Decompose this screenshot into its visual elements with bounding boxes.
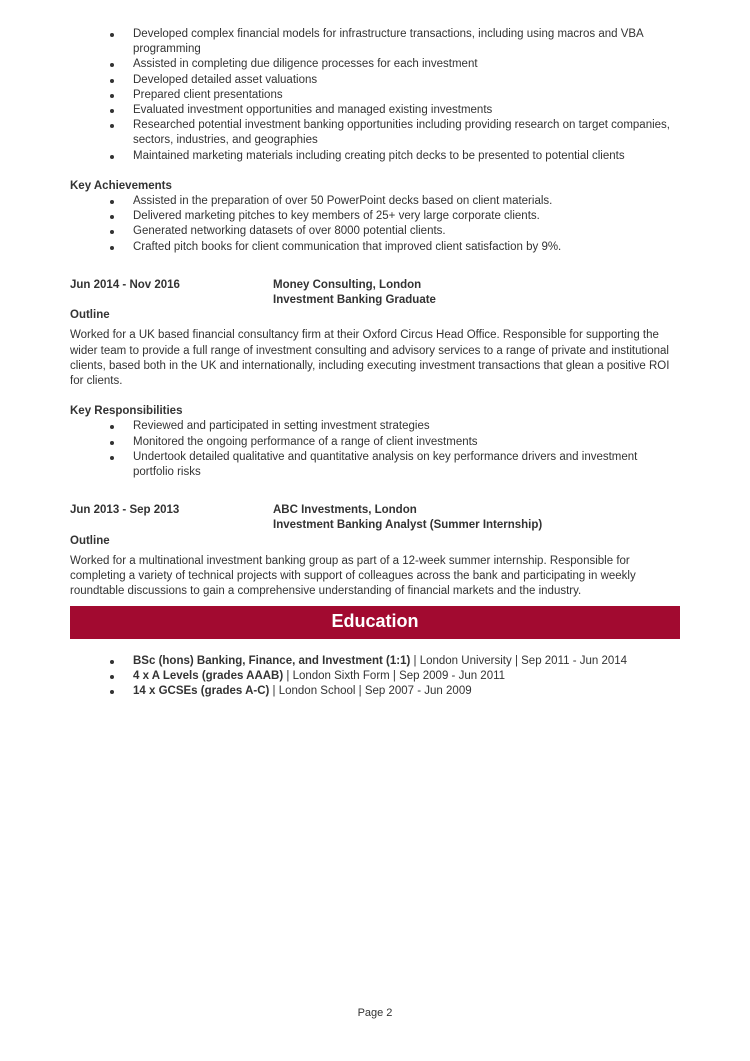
job1-title: Investment Banking Graduate (273, 294, 436, 307)
degree: 14 x GCSEs (grades A-C) (133, 684, 270, 697)
list-item: Prepared client presentations (133, 88, 680, 103)
page-number: Page 2 (357, 1007, 393, 1019)
list-item: Assisted in the preparation of over 50 PowerPoint decks based on client materials. (133, 194, 680, 209)
list-item: Developed detailed asset valuations (133, 73, 680, 88)
list-item: Generated networking datasets of over 8000 potential clients. (133, 224, 680, 239)
list-item: Crafted pitch books for client communication that improved client satisfaction by 9%. (133, 240, 680, 255)
list-item: Developed complex financial models for infrastructure transactions, including using macros and VBA programming (133, 27, 680, 57)
list-item: Delivered marketing pitches to key members of 25+ very large corporate clients. (133, 209, 680, 224)
list-item: Monitored the ongoing performance of a range of client investments (133, 435, 680, 450)
job1-company: Money Consulting, London (273, 278, 422, 291)
job1-resp-label: Key Responsibilities (70, 405, 183, 418)
prev-role-bullets (70, 27, 680, 164)
degree: 4 x A Levels (grades AAAB) (133, 669, 284, 682)
job2-outline: Worked for a multinational investment banking group as part of a 12-week summer internship. Responsible for completing a variety of technical projects with support of colleagues across the bank and participating in weekly roundtable discussions to gain a comprehensive understanding of financial markets and the industry. (70, 554, 636, 598)
job1-outline-label: Outline (70, 309, 110, 322)
job2-company: ABC Investments, London (273, 504, 417, 517)
education-list (70, 654, 680, 700)
job1-header (70, 278, 680, 308)
list-item: Undertook detailed qualitative and quantitative analysis on key performance drivers and investment portfolio risks (133, 450, 680, 480)
degree-details: | London University | Sep 2011 - Jun 2014 (410, 654, 628, 667)
job2-outline-label: Outline (70, 534, 110, 547)
degree-details: | London Sixth Form | Sep 2009 - Jun 2011 (283, 669, 506, 682)
job2-header (70, 503, 680, 533)
cv-page (70, 27, 680, 699)
list-item (133, 654, 680, 669)
list-item: Assisted in completing due diligence processes for each investment (133, 57, 680, 72)
list-item (133, 669, 680, 684)
job1-responsibilities (70, 419, 680, 480)
degree: BSc (hons) Banking, Finance, and Investment (1:1) (133, 654, 411, 667)
key-achievements-label: Key Achievements (70, 179, 172, 192)
list-item: Researched potential investment banking opportunities including providing research on target companies, sectors, industries, and geographies (133, 118, 680, 148)
list-item: Reviewed and participated in setting investment strategies (133, 419, 680, 434)
list-item: Evaluated investment opportunities and managed existing investments (133, 103, 680, 118)
job1-outline: Worked for a UK based financial consultancy firm at their Oxford Circus Head Office. Responsible for supporting the wider team to provide a full range of investment consulting and advisory services to a range of private and institutional clients, based both in the UK and internationally, including executing investment transactions that glean a positive ROI for clients. (70, 329, 670, 388)
list-item: Maintained marketing materials including creating pitch decks to be presented to potential clients (133, 149, 680, 164)
job2-dates: Jun 2013 - Sep 2013 (70, 504, 180, 517)
degree-details: | London School | Sep 2007 - Jun 2009 (269, 684, 472, 697)
education-heading: Education (70, 606, 680, 639)
job1-dates: Jun 2014 - Nov 2016 (70, 278, 180, 291)
list-item (133, 684, 680, 699)
key-achievements-list (70, 194, 680, 255)
job2-title: Investment Banking Analyst (Summer Internship) (273, 519, 543, 532)
